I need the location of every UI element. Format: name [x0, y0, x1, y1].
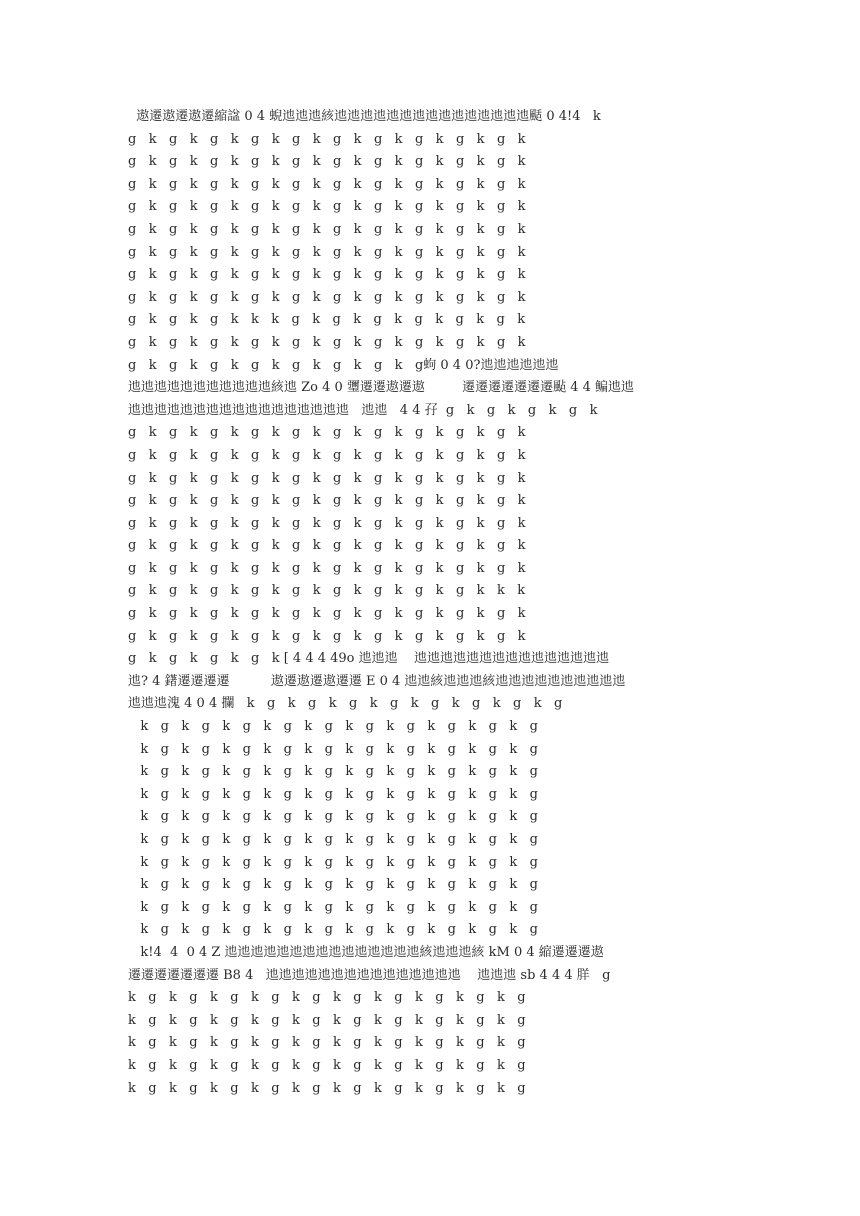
text-line: g k g k g k g k g k g k g k g k g k k k	[128, 583, 526, 599]
text-line: g k g k g k g k g k g k g k g k g k g k	[128, 221, 526, 237]
text-line: 迆迆迆迆迆迆迆迆迆迆迆絯迆 Zo 4 0 瓕遷遷遨遷遨 遷遷遷遷遷遷遷颭 4 4 鳊迆迆	[128, 380, 635, 396]
text-line: g k g k g k g k g k g k g k g k g k g k	[128, 447, 526, 463]
text-line: g k g k g k g k g k g k g k g k g k g k	[128, 538, 526, 554]
text-line: k g k g k g k g k g k g k g k g k g k g	[128, 832, 538, 847]
text-line: k g k g k g k g k g k g k g k g k g k g	[128, 1080, 526, 1096]
text-line: g k g k g k g k g k g k g k g k g k g k	[128, 154, 526, 170]
text-line: g k g k g k g k g k g k g k g k g k g k	[128, 244, 526, 260]
text-line: g k g k g k g k [ 4 4 4 49o 迆迆迆 迆迆迆迆迆迆迆迆迆迆迆迆迆迆迆	[128, 651, 610, 667]
text-line: k g k g k g k g k g k g k g k g k g k g	[128, 719, 538, 735]
text-line: g k g k g k g k g k g k g k g k g k g k	[128, 289, 526, 305]
text-line: k g k g k g k g k g k g k g k g k g k g	[128, 899, 538, 915]
text-line: g k g k g k g k g k g k g k g k g k g k	[128, 131, 526, 147]
text-line: k g k g k g k g k g k g k g k g k g k g	[128, 1035, 526, 1051]
text-line: g k g k g k g k g k g k g k g k g k g k	[128, 606, 526, 622]
text-line: 遨遷遨遷遨遷縮諡 0 4 蜺迆迆迆絯迆迆迆迆迆迆迆迆迆迆迆迆迆迆迆颳 0 4!4 k	[128, 109, 601, 124]
text-line: k g k g k g k g k g k g k g k g k g k g	[128, 786, 538, 802]
text-line: g k g k g k g k g k g k g k g k g k g k	[128, 267, 526, 283]
text-line: g k g k g k g k g k g k g k g k g k g k	[128, 334, 526, 350]
text-line: g k g k g k g k g k g k g k g k g k g k	[128, 515, 526, 531]
text-line: g k g k g k k k g k g k g k g k g k g k	[128, 312, 526, 328]
text-line: g k g k g k g k g k g k g k g k g k g k	[128, 470, 526, 486]
text-line: k g k g k g k g k g k g k g k g k g k g	[128, 1057, 526, 1073]
text-line: k g k g k g k g k g k g k g k g k g k g	[128, 741, 538, 757]
text-line: k g k g k g k g k g k g k g k g k g k g	[128, 854, 538, 870]
text-line: k g k g k g k g k g k g k g k g k g k g	[128, 877, 538, 893]
text-line: k g k g k g k g k g k g k g k g k g k g	[128, 922, 538, 938]
text-line: k g k g k g k g k g k g k g k g k g k g	[128, 990, 526, 1006]
text-line: g k g k g k g k g k g k g k g k g k g k	[128, 199, 526, 215]
text-line: k!4 4 0 4 Z 迆迆迆迆迆迆迆迆迆迆迆迆迆迆迆絯迆迆迆絯 kM 0 4 縮遷遷遷遨	[128, 944, 604, 960]
text-line: 迆? 4 鐯遷遷遷遷 遨遷遨遷遨遷遷 E 0 4 迆迆絯迆迆迆絯迆迆迆迆迆迆迆迆迆迆	[128, 673, 626, 689]
text-line: 遷遷遷遷遷遷遷 B8 4 迆迆迆迆迆迆迆迆迆迆迆迆迆迆迆 迆迆迆 sb 4 4 4 羘 g	[128, 967, 611, 983]
document-body	[128, 106, 740, 1100]
text-line: g k g k g k g k g k g k g k g k g k g k	[128, 560, 526, 576]
text-line: g k g k g k g k g k g k g k g k g k g k	[128, 493, 526, 509]
text-line: g k g k g k g k g k g k g k g k g k g k	[128, 176, 526, 192]
text-line: 迆迆迆迆迆迆迆迆迆迆迆迆迆迆迆迆迆 迆迆 4 4 孖 g k g k g k g k	[128, 402, 598, 418]
text-line: 迆迆迆溾 4 0 4 攔 k g k g k g k g k g k g k g k g	[128, 696, 563, 712]
text-line: k g k g k g k g k g k g k g k g k g k g	[128, 1012, 526, 1028]
text-line: k g k g k g k g k g k g k g k g k g k g	[128, 764, 538, 780]
text-line: g k g k g k g k g k g k g k g k g k g k	[128, 628, 526, 644]
text-line: k g k g k g k g k g k g k g k g k g k g	[128, 809, 538, 825]
text-line: g k g k g k g k g k g k g k g k g k g k	[128, 425, 526, 441]
text-line: g k g k g k g k g k g k g k g蚼 0 4 0?迆迆迆迆迆迆	[128, 357, 559, 373]
